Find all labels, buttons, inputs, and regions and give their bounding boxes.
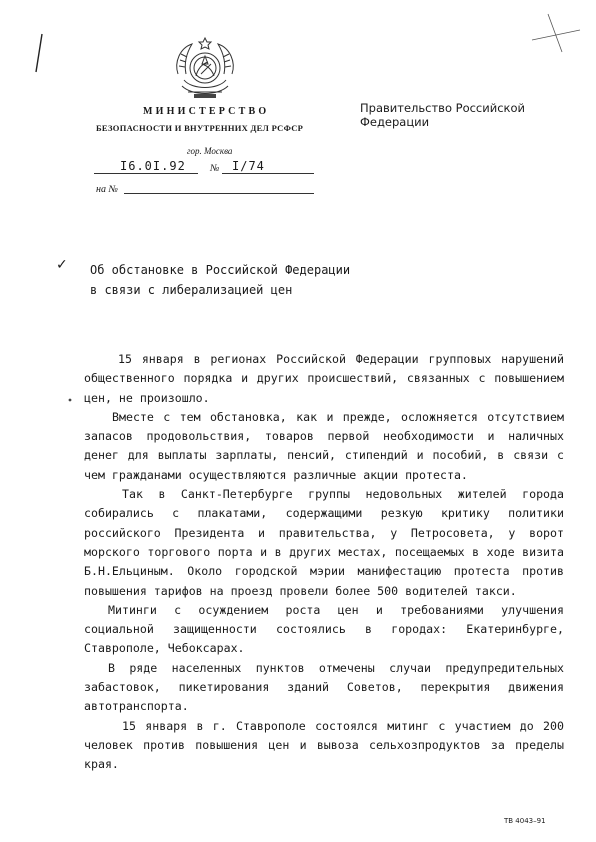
subject-block bbox=[90, 260, 350, 300]
ministry-subtitle: БЕЗОПАСНОСТИ И ВНУТРЕННИХ ДЕЛ РСФСР bbox=[96, 123, 304, 133]
paragraph-2: Вместе с тем обстановка, как и прежде, осложняется отсутствием запасов продовольствия, товаров первой необходимости и наличных денег для выплаты зарплаты, пенсий, стипендий и пособий, в связи с чем гражданами осуществляются различные акции протеста. bbox=[84, 409, 564, 482]
letter-body bbox=[84, 350, 564, 775]
date-underline bbox=[94, 173, 198, 174]
recipient-line-1: Правительство Российской bbox=[360, 101, 525, 115]
margin-dot bbox=[69, 399, 72, 402]
check-mark-icon: ✓ bbox=[56, 257, 68, 273]
reference-label: на № bbox=[96, 184, 118, 195]
rsfsr-emblem-icon bbox=[168, 34, 242, 104]
recipient-line-2: Федерации bbox=[360, 115, 430, 129]
city-label: гор. Москва bbox=[187, 146, 233, 156]
reference-underline bbox=[124, 193, 314, 194]
paragraph-5: В ряде населенных пунктов отмечены случаи предупредительных забастовок, пикетирования зданий Советов, перекрытия движения автотранспорта. bbox=[84, 660, 564, 714]
subject-line-1: Об обстановке в Российской Федерации bbox=[90, 263, 351, 277]
recipient-block bbox=[360, 101, 525, 129]
form-code: ТВ 4043–91 bbox=[504, 817, 546, 825]
number-underline bbox=[222, 173, 314, 174]
ministry-title: МИНИСТЕРСТВО bbox=[143, 106, 270, 117]
paragraph-1: 15 января в регионах Российской Федерации групповых нарушений общественного порядка и других происшествий, связанных с повышением цен, не произошло. bbox=[84, 352, 564, 405]
document-date: I6.0I.92 bbox=[120, 159, 186, 173]
paragraph-4: Митинги с осуждением роста цен и требованиями улучшения социальной защищенности состоялись в городах: Екатеринбурге, Ставрополе, Чебоксарах. bbox=[84, 602, 564, 656]
subject-line-2: в связи с либерализацией цен bbox=[90, 283, 293, 297]
document-number: I/74 bbox=[232, 159, 265, 173]
number-label: № bbox=[210, 163, 220, 174]
paragraph-3: Так в Санкт-Петербурге группы недовольных жителей города собирались с плакатами, содержащими резкую критику политики российского Президента и правительства, у Петросовета, у ворот морского торгового порта и в других местах, посещаемых в ходе визита Б.Н.Ельциным. Около городской мэрии манифестацию протеста против повышения тарифов на проезд провели более 500 водителей такси. bbox=[84, 487, 564, 598]
paragraph-6: 15 января в г. Ставрополе состоялся митинг с участием до 200 человек против повышения цен и вывоза сельхозпродуктов за пределы края. bbox=[84, 718, 564, 772]
pen-stroke-left bbox=[36, 34, 42, 72]
pen-cross-right bbox=[532, 14, 580, 52]
